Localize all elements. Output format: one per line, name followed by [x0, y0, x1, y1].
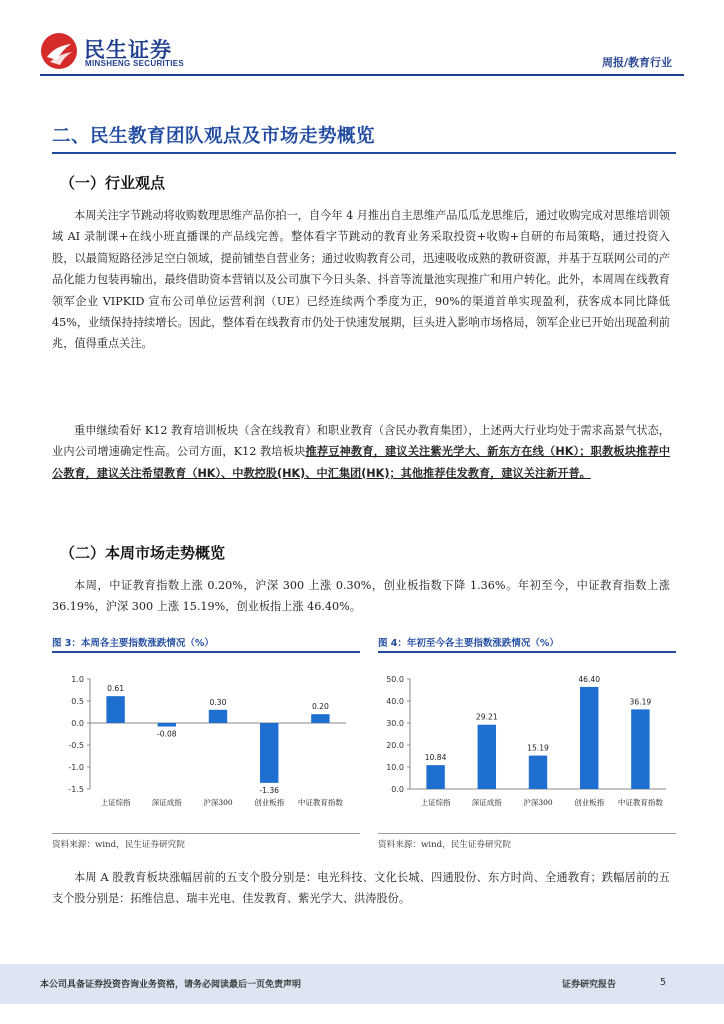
section-title: 二、民生教育团队观点及市场走势概览 — [52, 126, 376, 147]
bar-value-label: 0.61 — [107, 684, 125, 694]
bar — [580, 687, 598, 789]
y-tick-label: -1.5 — [68, 785, 84, 794]
bar-value-label: 15.19 — [527, 743, 549, 753]
bar-value-label: 36.19 — [629, 697, 652, 707]
x-category-label: 沪深300 — [523, 798, 553, 807]
x-category-label: 创业板指 — [254, 798, 285, 807]
recommendation-paragraph — [52, 420, 670, 484]
recommendation-highlight: 推荐豆神教育，建议关注紫光学大、新东方在线（HK）；职教板块推荐中公教育，建议关注希望教育（HK）、中教控股(HK)、中汇集团(HK)；其他推荐佳发教育，建议关注新开普。 — [52, 445, 671, 480]
top-movers-paragraph: 本周 A 股教育板块涨幅居前的五支个股分别是：电光科技、文化长城、四通股份、东方时尚、全通教育；跌幅居前的五支个股分别是：拓维信息、瑞丰光电、佳发教育、紫光学大、洪涛股份。 — [52, 871, 670, 906]
weekly-index-chart — [52, 665, 362, 830]
x-category-label: 沪深300 — [203, 798, 233, 807]
bar-value-label: 0.20 — [311, 702, 329, 712]
bar-value-label: 0.30 — [209, 697, 227, 707]
y-tick-label: 1.0 — [71, 675, 84, 684]
bar — [631, 709, 649, 789]
bar-value-label: -0.08 — [156, 729, 177, 739]
bar — [529, 756, 547, 789]
x-category-label: 深证成指 — [471, 798, 502, 807]
bar — [260, 723, 278, 783]
ytd-index-chart — [372, 665, 682, 830]
bar — [426, 765, 444, 789]
report-category: 周报/教育行业 — [601, 56, 672, 69]
header-divider — [40, 74, 684, 76]
bar-value-label: 46.40 — [578, 674, 601, 684]
subsection-title-industry-view: （一）行业观点 — [60, 174, 166, 192]
footer-disclaimer: 本公司具备证券投资咨询业务资格，请务必阅读最后一页免责声明 — [40, 980, 302, 990]
figure-4-source: 资料来源：wind，民生证券研究院 — [378, 840, 511, 850]
page-number: 5 — [660, 977, 667, 988]
y-tick-label: 0.0 — [71, 719, 84, 728]
x-category-label: 创业板指 — [574, 798, 605, 807]
y-tick-label: 50.0 — [386, 675, 404, 684]
y-tick-label: -1.0 — [68, 763, 84, 772]
bar-value-label: 10.84 — [424, 753, 447, 763]
y-tick-label: 0.5 — [71, 697, 84, 706]
footer-report-label: 证券研究报告 — [562, 980, 617, 990]
x-category-label: 中证教育指数 — [617, 798, 663, 807]
section-title-divider — [52, 152, 676, 154]
market-overview-paragraph: 本周，中证教育指数上涨 0.20%，沪深 300 上涨 0.30%，创业板指数下降 1.36%。年初至今，中证教育指数上涨 36.19%，沪深 300 上涨 15.19%，创业板指上涨 46.40%。 — [52, 579, 670, 614]
industry-view-paragraph: 本周关注字节跳动将收购数理思维产品你拍一，自今年 4 月推出自主思维产品瓜瓜龙思维后，通过收购完成对思维培训领域 AI 录制课+在线小班直播课的产品线完善。整体看字节跳动的教育业务采取投资+收购+自研的布局策略，通过投资入股，以最简短路径涉足空白领域，提前铺垫自营业务；通过收购教育公司，迅速吸收成熟的教研资源，并基于互联网公司的产品化能力包装再输出，最终借助资本营销以及公司旗下今日头条、抖音等流量池实现推广和用户转化。此外，本周周在线教育领军企业 VIPKID 宣布公司单位运营利润（UE）已经连续两个季度为正，90%的渠道首单实现盈利，获客成本同比降低 45%，业绩保持持续增长。因此，整体看在线教育市仍处于快速发展期，巨头进入影响市场格局，领军企业已开始出现盈利前兆，值得重点关注。 — [52, 209, 670, 351]
bar — [209, 710, 227, 723]
figure-4-title: 图 4：年初至今各主要指数涨跌情况（%） — [378, 638, 559, 649]
x-category-label: 上证综指 — [420, 798, 451, 807]
figure-3-title: 图 3：本周各主要指数涨跌情况（%） — [52, 638, 214, 649]
bar — [158, 723, 176, 727]
x-category-label: 上证综指 — [100, 798, 131, 807]
bar — [311, 714, 329, 723]
logo-text: 民生证券 — [84, 38, 172, 62]
figure-3-source: 资料来源：wind，民生证券研究院 — [52, 840, 185, 850]
y-tick-label: 10.0 — [386, 763, 404, 772]
bar — [106, 696, 124, 723]
figure-4-top-rule — [378, 651, 676, 653]
y-tick-label: 0.0 — [391, 785, 404, 794]
y-tick-label: 40.0 — [386, 697, 404, 706]
recommendation-text: 重申继续看好 K12 教育培训板块（含在线教育）和职业教育（含民办教育集团），上述两大行业均处于需求高景气状态，业内公司增速确定性高。公司方面，K12 教培板块 — [52, 424, 670, 459]
figure-3-top-rule — [52, 651, 360, 653]
x-category-label: 中证教育指数 — [297, 798, 343, 807]
figure-3-bottom-rule — [52, 833, 360, 834]
y-tick-label: 20.0 — [386, 741, 404, 750]
logo-english-text: MINSHENG SECURITIES — [85, 59, 185, 68]
bar-value-label: 29.21 — [475, 712, 498, 722]
minsheng-logo-icon — [40, 32, 78, 70]
y-tick-label: -0.5 — [68, 741, 84, 750]
bar-value-label: -1.36 — [259, 785, 280, 795]
y-tick-label: 30.0 — [386, 719, 404, 728]
subsection-title-market-overview: （二）本周市场走势概览 — [60, 544, 226, 562]
x-category-label: 深证成指 — [151, 798, 182, 807]
figure-4-bottom-rule — [378, 833, 676, 834]
bar — [478, 725, 496, 789]
